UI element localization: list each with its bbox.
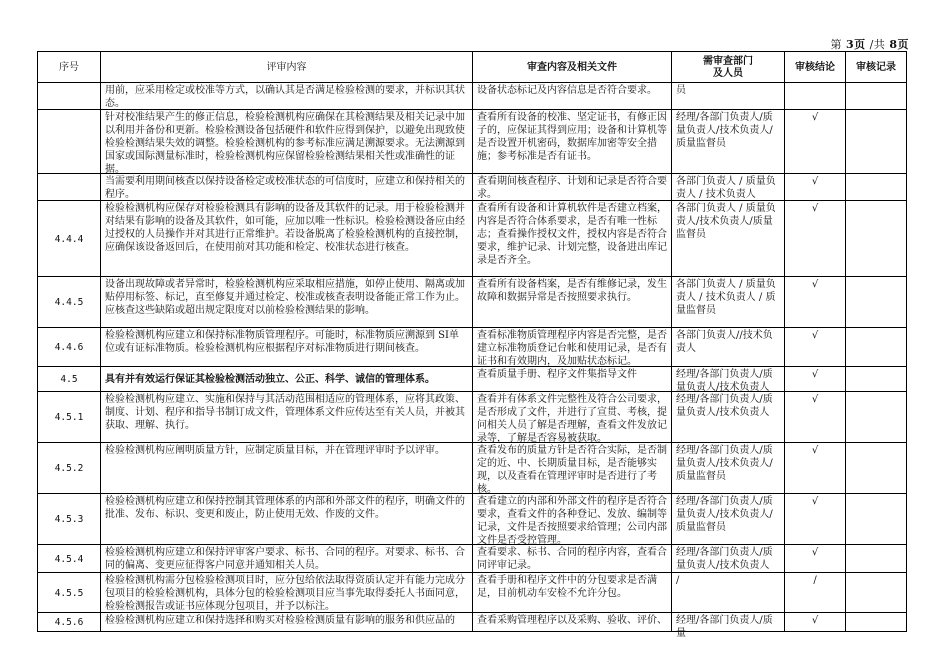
row-seq-text: 4.4.5 (54, 297, 84, 308)
page-indicator (830, 36, 909, 52)
table-row (38, 573, 907, 613)
row-conclusion-text: √ (811, 496, 819, 507)
row-departments-text: 经理/各部门负责人/质量负责人/技术负责人 (676, 369, 773, 393)
row-content-text: 检验检测机构应建立和保持控制其管理体系的内部和外部文件的程序，明确文件的批准、发布、标识、变更和废止，防止使用无效、作废的文件。 (105, 496, 465, 520)
row-content-text: 用前，应采用检定或校准等方式，以确认其是否满足检验检测的要求，并标识其状态。 (105, 85, 465, 109)
row-conclusion (785, 277, 846, 328)
row-content-text: 具有并有效运行保证其检验检测活动独立、公正、科学、诚信的管理体系。 (105, 374, 435, 385)
row-content-text: 检验检测机构应建立、实施和保持与其活动范围相适应的管理体系，应将其政策、制度、计划、程序和指导书制订成文件，管理体系文件应传达至有关人员，并被其获取、理解、执行。 (105, 394, 465, 431)
row-departments (672, 328, 785, 367)
row-record (846, 367, 907, 392)
row-seq (38, 613, 101, 632)
row-departments-text: 各部门负责人 / 质量负责人/技术负责人/质量监督员 (676, 203, 776, 240)
row-record (846, 573, 907, 613)
row-review (473, 443, 672, 494)
row-content (101, 277, 473, 328)
row-review (473, 545, 672, 573)
row-conclusion (785, 328, 846, 367)
row-departments-text: 各部门负责人 / 质量负责人 / 技术负责人 / 质量监督员 (676, 279, 776, 316)
row-departments-text: / (676, 575, 680, 586)
row-seq (38, 83, 101, 110)
row-seq-text: 4.4.4 (54, 233, 84, 245)
row-conclusion (785, 545, 846, 573)
page-current: 3页 (845, 38, 866, 51)
row-review-text: 查看质量手册、程序文件集指导文件 (477, 369, 637, 380)
row-departments (672, 443, 785, 494)
row-content (101, 328, 473, 367)
row-review (473, 174, 672, 201)
row-departments-text: 经理/各部门负责人/质量负责人/技术负责人/质量监督员 (676, 496, 773, 533)
row-departments (672, 545, 785, 573)
row-content (101, 494, 473, 545)
header-conclusion: 审核结论 (785, 52, 846, 83)
row-review (473, 392, 672, 443)
table-row (38, 174, 907, 201)
table-row (38, 545, 907, 573)
row-content-text: 检验检测机构应建立和保持选择和购买对检验检测质量有影响的服务和供应品的 (105, 615, 455, 626)
row-conclusion (785, 110, 846, 174)
row-record (846, 174, 907, 201)
row-content-text: 检验检测机构应建立和保持评审客户要求、标书、合同的程序。对要求、标书、合同的偏离、变更应征得客户同意并通知相关人员。 (105, 547, 465, 571)
header-review-docs: 审查内容及相关文件 (473, 52, 672, 83)
row-departments-text: 经理/各部门负责人/质量负责人/技术负责人 (676, 547, 773, 571)
row-seq (38, 201, 101, 277)
row-conclusion-text: √ (811, 330, 819, 341)
row-content-text: 当需要利用期间核查以保持设备检定或校准状态的可信度时，应建立和保持相关的程序。 (105, 176, 465, 200)
row-seq (38, 328, 101, 367)
row-seq (38, 367, 101, 392)
row-departments (672, 83, 785, 110)
table-row (38, 328, 907, 367)
row-conclusion-text: √ (811, 203, 819, 214)
row-record (846, 110, 907, 174)
row-review-text: 查看发布的质量方针是否符合实际，是否制定的近、中、长期质量目标，是否能够实现，以及查看在管理评审时是否进行了考核。 (477, 445, 667, 495)
row-review (473, 494, 672, 545)
review-table (37, 51, 907, 639)
row-seq-text: 4.4.6 (54, 342, 84, 353)
row-content (101, 613, 473, 632)
row-departments-text: 经理/各部门负责人/质量负责人/技术负责人/质量监督员 (676, 445, 773, 482)
row-seq-text: 4.5.1 (54, 412, 84, 423)
row-record (846, 443, 907, 494)
row-conclusion (785, 201, 846, 277)
row-record (846, 392, 907, 443)
row-content-text: 检验检测机构应保存对检验检测具有影响的设备及其软件的记录。用于检验检测并对结果有影响的设备及其软件，如可能，应加以唯一性标识。检验检测设备应由经过授权的人员操作并对其进行正常维护。若设备脱离了检验检测机构的直接控制，应确保该设备返回后，在使用前对其功能和检定、校准状态进行核查。 (105, 203, 465, 253)
table-row (38, 392, 907, 443)
row-record (846, 328, 907, 367)
header-departments: 需审查部门 及人员 (672, 52, 785, 83)
row-conclusion-text: √ (811, 279, 819, 290)
row-review-text: 查看期间核查程序、计划和记录是否符合要求。 (477, 176, 667, 200)
row-conclusion (785, 573, 846, 613)
row-seq-text: 4.5.5 (54, 587, 84, 599)
row-seq-text: 4.5 (60, 374, 78, 385)
row-content-text: 设备出现故障或者异常时，检验检测机构应采取相应措施，如停止使用、隔离或加贴停用标签、标记，直至修复并通过检定、校准或核查表明设备能正常工作为止。应核查这些缺陷或超出规定限度对以前检验检测结果的影响。 (105, 279, 465, 316)
header-content: 评审内容 (101, 52, 473, 83)
row-review (473, 83, 672, 110)
row-review (473, 367, 672, 392)
row-seq-text: 4.5.2 (54, 463, 84, 474)
row-conclusion (785, 83, 846, 110)
row-review (473, 110, 672, 174)
row-departments (672, 367, 785, 392)
row-departments (672, 494, 785, 545)
page-prefix: 第 (830, 38, 842, 51)
table-row (38, 367, 907, 392)
row-content (101, 110, 473, 174)
row-departments (672, 201, 785, 277)
row-conclusion-text: √ (811, 369, 819, 380)
row-departments (672, 613, 785, 639)
row-content-text: 检验检测机构应建立和保持标准物质管理程序。可能时，标准物质应溯源到 SI单位或有证标准物质。检验检测机构应根据程序对标准物质进行期间核查。 (105, 330, 459, 354)
row-content-text: 检验检测机构应阐明质量方针，应制定质量目标，并在管理评审时予以评审。 (105, 445, 445, 456)
table-row (38, 613, 907, 632)
row-seq (38, 174, 101, 201)
row-conclusion (785, 367, 846, 392)
row-seq (38, 443, 101, 494)
row-review-text: 查看标准物质管理程序内容是否完整，是否建立标准物质登记台帐和使用记录，是否有证书和有效期内，及加贴状态标记。 (477, 330, 667, 367)
row-content (101, 573, 473, 613)
table-row (38, 443, 907, 494)
table-row (38, 110, 907, 174)
row-conclusion-text: √ (811, 394, 819, 405)
table-header-row (38, 52, 907, 83)
row-conclusion-text: √ (811, 176, 819, 187)
row-conclusion (785, 613, 846, 632)
row-departments (672, 392, 785, 443)
row-conclusion-text: √ (811, 615, 819, 626)
row-departments-text: 员 (676, 85, 686, 96)
row-record (846, 613, 907, 632)
row-departments-text: 经理/各部门负责人/质量负责人/技术负责人/质量监督员 (676, 112, 773, 149)
row-departments (672, 174, 785, 201)
row-seq-text: 4.5.6 (54, 617, 84, 628)
row-conclusion-text: √ (811, 445, 819, 456)
header-record: 审核记录 (846, 52, 907, 83)
row-conclusion (785, 174, 846, 201)
table-row (38, 494, 907, 545)
row-review (473, 573, 672, 613)
row-content (101, 367, 473, 392)
table-row (38, 277, 907, 328)
row-seq (38, 545, 101, 573)
row-review-text: 查看要求、标书、合同的程序内容，查看合同评审记录。 (477, 547, 667, 571)
row-review (473, 613, 672, 632)
page-sep: /共 (869, 38, 886, 51)
table-row (38, 201, 907, 277)
row-departments-text: 各部门负责人 / 质量负责人 / 技术负责人 (676, 176, 776, 200)
row-seq-text: 4.5.4 (54, 553, 84, 565)
row-seq (38, 277, 101, 328)
row-content (101, 443, 473, 494)
row-departments (672, 110, 785, 174)
row-conclusion (785, 392, 846, 443)
row-record (846, 83, 907, 110)
page-total: 8页 (889, 38, 909, 51)
row-content (101, 201, 473, 277)
row-content (101, 392, 473, 443)
row-departments-text: 经理/各部门负责人/质量负责人/技术负责人 (676, 394, 773, 418)
row-review (473, 201, 672, 277)
row-seq (38, 110, 101, 174)
row-departments-text: 各部门负责人//技术负责人 (676, 330, 773, 354)
row-content-text: 检验检测机构需分包检验检测项目时，应分包给依法取得资质认定并有能力完成分包项目的检验检测机构，具体分包的检验检测项目应当事先取得委托人书面同意，检验检测报告或证书应体现分包项目，并予以标注。 (105, 575, 465, 612)
row-review-text: 查看建立的内部和外部文件的程序是否符合要求，查看文件的各种登记、发放、编制等记录，文件是否按照要求给管理；公司内部文件是否受控管理。 (477, 496, 667, 546)
row-conclusion (785, 494, 846, 545)
row-review (473, 328, 672, 367)
row-review-text: 查看并有体系文件完整性及符合公司要求，是否形成了文件，并进行了宣贯、考核，提问相关人员了解是否理解，查看文件发放记录等，了解是否容易被获取。 (477, 394, 667, 444)
row-conclusion-text: √ (811, 112, 819, 123)
row-departments (672, 277, 785, 328)
row-departments-text: 经理/各部门负责人/质量 (676, 615, 773, 639)
row-conclusion-text: √ (811, 547, 819, 558)
row-content (101, 545, 473, 573)
row-review-text: 设备状态标记及内容信息是否符合要求。 (477, 85, 657, 96)
row-record (846, 201, 907, 277)
row-review-text: 查看所有设备档案，是否有维修记录，发生故障和数据异常是否按照要求执行。 (477, 279, 667, 303)
row-departments (672, 573, 785, 613)
row-record (846, 277, 907, 328)
row-review-text: 查看所有设备的校准、坚定证书，有修正因子的，应保证其得到应用；设备和计算机等是否设置开机密码，数据库加密等安全措施；参考标准是否有证书。 (477, 112, 667, 162)
row-content (101, 83, 473, 110)
row-conclusion (785, 443, 846, 494)
row-record (846, 494, 907, 545)
row-review-text: 查看手册和程序文件中的分包要求是否满足，目前机动车安检不允许分包。 (477, 575, 657, 599)
row-seq (38, 494, 101, 545)
row-review (473, 277, 672, 328)
table-row (38, 83, 907, 110)
row-seq-text: 4.5.3 (54, 514, 84, 525)
row-content-text: 针对校准结果产生的修正信息，检验检测机构应确保在其检测结果及相关记录中加以利用并备份和更新。检验检测设备包括硬件和软件应得到保护，以避免出现致使检验检测结果失效的调整。检验检测机构的参考标准应满足溯源要求。无法溯源到国家或国际测量标准时，检验检测机构应保留检验检测结果相关性或准确性的证据。 (105, 112, 465, 175)
row-conclusion-text: / (813, 575, 817, 586)
row-seq (38, 392, 101, 443)
row-seq (38, 573, 101, 613)
row-content (101, 174, 473, 201)
header-seq: 序号 (38, 52, 101, 83)
row-record (846, 545, 907, 573)
row-review-text: 查看采购管理程序以及采购、验收、评价、 (477, 615, 667, 626)
row-review-text: 查看所有设备和计算机软件是否建立档案，内容是否符合体系要求，是否有唯一性标志；查看操作授权文件，授权内容是否符合要求，维护记录、计划完整，设备进出库记录是否齐全。 (477, 203, 667, 266)
